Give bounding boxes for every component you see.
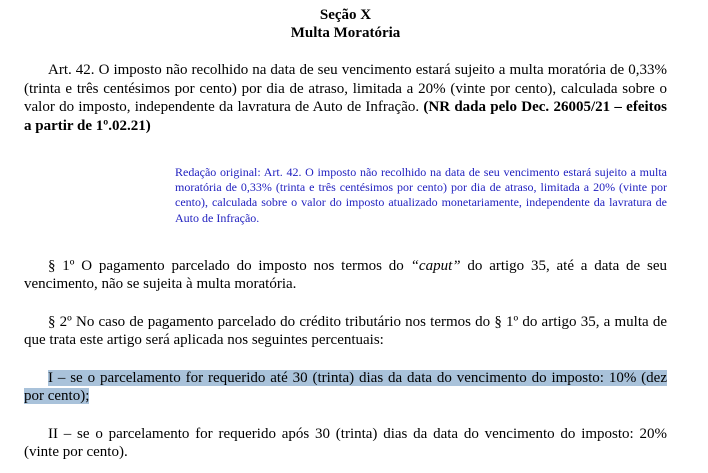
paragraph-1[interactable] xyxy=(24,257,667,294)
section-title: Seção X xyxy=(319,7,372,23)
spacer xyxy=(24,406,667,425)
section-subtitle: Multa Moratória xyxy=(290,25,401,41)
document-page xyxy=(24,6,667,462)
item-2[interactable]: II – se o parcelamento for requerido após 30 (trinta) dias da data do vencimento do imposto: 20% (vinte por cento). xyxy=(24,425,667,461)
paragraph-1-text-before: § 1º O pagamento parcelado do imposto nos termos do xyxy=(48,257,411,274)
spacer xyxy=(24,238,667,257)
article-42-amendment-note: (NR dada pelo Dec. 26005/21 – efeitos a partir de 1º.02.21) xyxy=(24,99,667,134)
spacer xyxy=(24,350,667,369)
caput-term: “caput” xyxy=(410,257,461,274)
item-1[interactable] xyxy=(24,369,667,406)
item-1-selected-text[interactable]: I – se o parcelamento for requerido até 30 (trinta) dias da data do vencimento do imposto: 10% (dez por cento); xyxy=(24,369,667,405)
paragraph-2[interactable]: § 2º No caso de pagamento parcelado do crédito tributário nos termos do § 1º do artigo 35, a multa de que trata este artigo será aplicada nos seguintes percentuais: xyxy=(24,313,667,349)
paragraph-1-text-after: do artigo 35, até a data de seu vencimento, não se sujeita à multa moratória. xyxy=(24,257,667,293)
spacer xyxy=(24,42,667,61)
spacer xyxy=(24,294,667,313)
article-42-text: Art. 42. O imposto não recolhido na data de seu vencimento estará sujeito a multa moratória de 0,33% (trinta e três centésimos por cento) por dia de atraso, limitada a 20% (vinte por cento), calculada sobre o valor do imposto, independente da lavratura de Auto de Infração. xyxy=(24,62,667,115)
original-wording-note[interactable]: Redação original: Art. 42. O imposto não recolhido na data de seu vencimento estará sujeito a multa moratória de 0,33% (trinta e três centésimos por cento) por dia de atraso, limitada a 20% (vinte por cento), calculada sobre o valor do imposto atualizado monetariamente, independente da lavratura de Auto de Infração. xyxy=(175,165,667,225)
spacer xyxy=(24,135,667,153)
article-42[interactable] xyxy=(24,61,667,135)
